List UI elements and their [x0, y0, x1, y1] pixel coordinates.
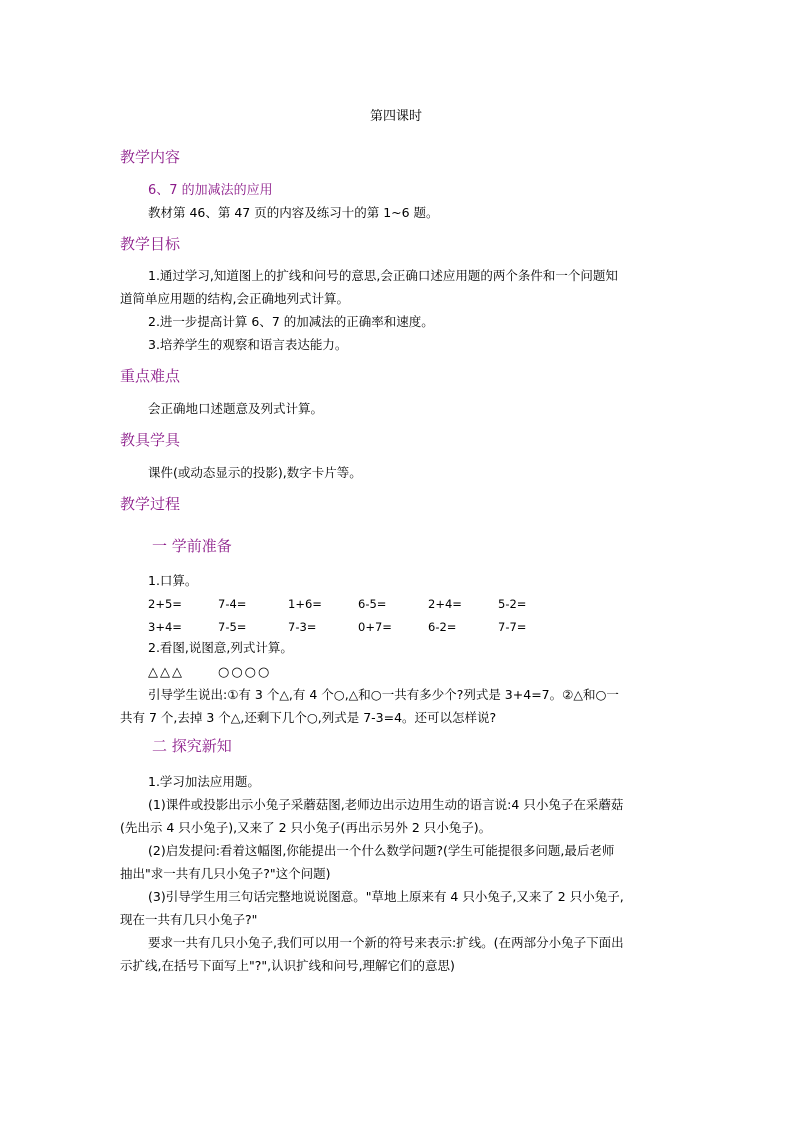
- part2-item1: 1.学习加法应用题。: [148, 774, 260, 789]
- goals-heading: 教学目标: [120, 235, 181, 253]
- part1-item2: 2.看图,说图意,列式计算。: [148, 640, 293, 655]
- page-title: 第四课时: [370, 109, 423, 124]
- goal-3: 3.培养学生的观察和语言表达能力。: [148, 337, 348, 352]
- goal-1-line-1: 1.通过学习,知道图上的扩线和问号的意思,会正确口述应用题的两个条件和一个问题知: [148, 268, 618, 283]
- arith-r2-c4: 0+7=: [358, 620, 392, 634]
- key-points-text: 会正确地口述题意及列式计算。: [148, 401, 324, 416]
- arith-r2-c1: 3+4=: [148, 620, 182, 634]
- arith-r1-c2: 7-4=: [218, 597, 247, 611]
- part2-p4-line-1: 要求一共有几只小兔子,我们可以用一个新的符号来表示:扩线。(在两部分小兔子下面出: [148, 935, 624, 950]
- process-heading: 教学过程: [120, 495, 181, 513]
- part2-p1-line-1: (1)课件或投影出示小兔子采蘑菇图,老师边出示边用生动的语言说:4 只小兔子在采蘑菇: [148, 797, 624, 812]
- part2-p4-line-2: 示扩线,在括号下面写上"?",认识扩线和问号,理解它们的意思): [120, 958, 455, 973]
- part2-p3-line-1: (3)引导学生用三句话完整地说说图意。"草地上原来有 4 只小兔子,又来了 2 只小兔子,: [148, 889, 624, 904]
- part1-para-line-2: 共有 7 个,去掉 3 个△,还剩下几个○,列式是 7-3=4。还可以怎样说?: [120, 710, 497, 725]
- content-text: 教材第 46、第 47 页的内容及练习十的第 1~6 题。: [148, 205, 439, 220]
- part1-title: 一 学前准备: [152, 537, 232, 555]
- arith-r2-c5: 6-2=: [428, 620, 457, 634]
- content-subheading: 6、7 的加减法的应用: [148, 183, 273, 198]
- triangles-figure: △△△: [148, 665, 184, 680]
- arith-r1-c1: 2+5=: [148, 597, 182, 611]
- arith-r2-c3: 7-3=: [288, 620, 317, 634]
- arith-r2-c6: 7-7=: [498, 620, 527, 634]
- part2-title: 二 探究新知: [152, 737, 232, 755]
- part2-p3-line-2: 现在一共有几只小兔子?": [120, 912, 258, 927]
- part1-para-line-1: 引导学生说出:①有 3 个△,有 4 个○,△和○一共有多少个?列式是 3+4=7。②△和○一: [148, 687, 619, 702]
- tools-text: 课件(或动态显示的投影),数字卡片等。: [148, 465, 362, 480]
- tools-heading: 教具学具: [120, 431, 181, 449]
- arith-r1-c6: 5-2=: [498, 597, 527, 611]
- part2-p2-line-2: 抽出"求一共有几只小兔子?"这个问题): [120, 866, 331, 881]
- goal-1-line-2: 道简单应用题的结构,会正确地列式计算。: [120, 291, 349, 306]
- part2-p1-line-2: (先出示 4 只小兔子),又来了 2 只小兔子(再出示另外 2 只小兔子)。: [120, 820, 492, 835]
- content-heading: 教学内容: [120, 148, 181, 166]
- arith-r2-c2: 7-5=: [218, 620, 247, 634]
- goal-2: 2.进一步提高计算 6、7 的加减法的正确率和速度。: [148, 314, 434, 329]
- part2-p2-line-1: (2)启发提问:看着这幅图,你能提出一个什么数学问题?(学生可能提很多问题,最后老师: [148, 843, 615, 858]
- part1-item1: 1.口算。: [148, 573, 198, 588]
- arith-r1-c3: 1+6=: [288, 597, 322, 611]
- arith-r1-c5: 2+4=: [428, 597, 462, 611]
- arith-r1-c4: 6-5=: [358, 597, 387, 611]
- key-points-heading: 重点难点: [120, 367, 181, 385]
- circles-figure: ○○○○: [218, 665, 272, 680]
